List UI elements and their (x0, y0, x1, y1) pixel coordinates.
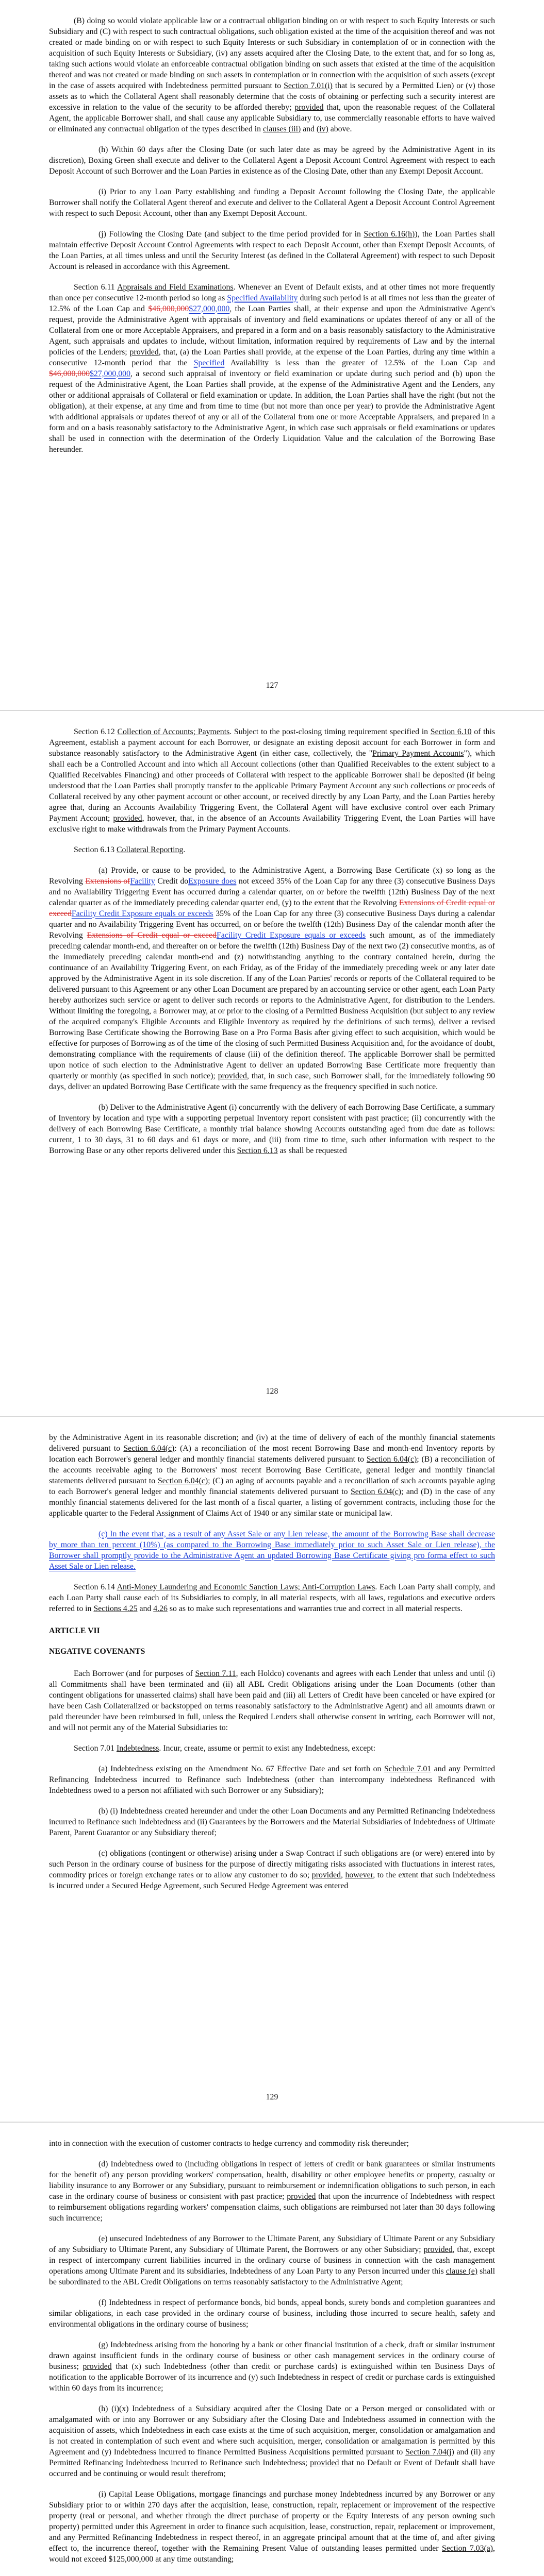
inserted-text: Specified (193, 359, 225, 367)
page-body (49, 0, 495, 455)
text-run: Credit do (155, 877, 189, 886)
text-run: (i) Prior to any Loan Party establishing and funding a Deposit Account following the Closing Date, the applicable Borrower shall notify the Collateral Agent thereof and execute and deliver to the Collateral Agent a Deposit Account Control Agreement with respect to such Deposit Account, other than any Exempt Deposit Account. (49, 188, 495, 218)
paragraph (49, 726, 495, 835)
text-run: shall be subordinated to the ABL Credit Obligations on terms reasonably satisfactory to the Administrative Agent; (49, 2267, 495, 2286)
underlined-term: provided (311, 1871, 341, 1879)
text-run: Section 7.01 (74, 1744, 117, 1753)
text-run: , each Holdco) covenants and agrees with each Lender that unless and until (i) all Commitments shall have been terminated and (ii) all ABL Credit Obligations arising under the Loan Documents (other than contingent obligations for unasserted claims) shall have been paid and (iii) all Letters of Credit have been canceled or have expired (or have been Cash Collateralized or backstopped on terms reasonably satisfactory to the Administrative Agent) and all amounts drawn or paid thereunder have been reimbursed in full, unless the Required Lenders shall otherwise consent in writing, each Borrower will not, and will not permit any of the Material Subsidiaries to: (49, 1669, 496, 1732)
underlined-term: Collateral Reporting (116, 845, 184, 854)
text-run: and any Permitted Refinancing Indebtedness incurred to Refinance such Indebtedness (other than intercompany indebtedness Refinanced with Indebtedness owed to a person not affiliated with such Borrower or any Subsidiary); (49, 1765, 495, 1795)
paragraph (49, 1668, 495, 1733)
text-run: , however, that, in the absence of an Accounts Availability Triggering Event, the Loan Parties will have exclusive right to make withdrawals from the Primary Payment Accounts. (49, 814, 496, 834)
paragraph (49, 2340, 495, 2394)
text-run: , that, (a) the Loan Parties shall provide, at the expense of the Loan Parties, during any time within a consecutive 12-month period that the (49, 348, 496, 367)
text-run: that (x) such Indebtedness (other than credit or purchase cards) is extinguished within ten Business Days of notification to the applicable Borrower of its incurrence and (y) such Indebtedness in respect of credit or purchase cards is extinguished within 60 days from its incurrence; (49, 2362, 495, 2393)
text-run: above. (328, 125, 352, 133)
text-run: Each Borrower (and for purposes of (74, 1669, 195, 1678)
underlined-term: Indebtedness (116, 1744, 159, 1753)
paragraph (49, 2138, 495, 2149)
underlined-term: Schedule 7.01 (384, 1765, 432, 1773)
inserted-text: Facility Credit Exposure equals or exceeds (216, 931, 366, 940)
text-run: , that, except in respect of intercompany current liabilities incurred in the ordinary course of business in connection with the cash management operations among Ultimate Parent and its subsidiaries, Indebtedness of any Loan Party to any Person incurred under this (49, 2245, 495, 2276)
deleted-text: $46,000,000 (49, 369, 90, 378)
text-run: ; (B) a reconciliation of the accounts receivable aging to the Borrowers' most recent Borrowing Base Certificate, general ledger and monthly financial statements delivered pursuant to (49, 1455, 495, 1485)
paragraph (49, 844, 495, 855)
underlined-term: however (345, 1871, 373, 1879)
underlined-term: provided (423, 2245, 453, 2254)
text-run: (h) Within 60 days after the Closing Date (or such later date as may be agreed by the Administrative Agent in its discretion), Boxing Green shall execute and deliver to the Collateral Agent a Deposit Account Control Agreement with respect to each Deposit Account of such Borrower and the Loan Parties in existence as of the Closing Date, other than any Exempt Deposit Account. (49, 145, 495, 176)
underlined-term: provided (287, 2192, 316, 2201)
inserted-text: $27,000,000 (189, 304, 230, 313)
underlined-term: Section 7.11 (195, 1669, 236, 1678)
underlined-term: provided (83, 2362, 112, 2371)
paragraph (49, 1743, 495, 1754)
text-run: Section 6.13 (74, 845, 117, 854)
text-run: , to the extent that such Indebtedness is incurred under a Secured Hedge Agreement, such Secured Hedge Agreement was entered (49, 1871, 495, 1890)
text-run: : (A) a reconciliation of the most recent Borrowing Base and month-end Inventory reports by location each Borrower's general ledger and monthly financial statements delivered pursuant to (49, 1444, 495, 1464)
underlined-term: 4.26 (153, 1604, 168, 1613)
paragraph (49, 1529, 495, 1572)
paragraph (49, 1764, 495, 1796)
text-run: (a) Indebtedness existing on the Amendment No. 67 Effective Date and set forth on (98, 1765, 385, 1773)
text-run: as shall be requested (277, 1146, 347, 1155)
text-run: and (137, 1604, 154, 1613)
text-run: (b) (i) Indebtedness created hereunder and under the other Loan Documents and any Permitted Refinancing Indebtedness incurred to Refinance such Indebtedness and (ii) Guarantees by the Borrowers and the Material Subsidiaries of Indebtedness of Ultimate Parent, Parent Guarantor or any Subsidiary thereof; (49, 1807, 495, 1837)
paragraph (49, 2297, 495, 2330)
text-run: . Subject to the post-closing timing requirement specified in (229, 727, 431, 736)
text-run: (g) Indebtedness arising from the honoring by a bank or other financial institution of a check, draft or similar instrument drawn against insufficient funds in the ordinary course of business or other cash management services in the ordinary course of business; (49, 2341, 495, 2371)
text-run: . Each Loan Party shall comply, and each Loan Party shall cause each of its Subsidiaries to comply, in all material respects, with all laws, regulations and executive orders referred to in (49, 1583, 496, 1613)
text-run: , that, in such case, such Borrower shall, for the immediately following 90 days, deliver an updated Borrowing Base Certificate with the same frequency as the frequency specified in such notice. (49, 1072, 496, 1091)
text-run: of this Agreement, establish a payment account for each Borrower, or designate an existing deposit account for each Borrower in form and substance reasonably satisfactory to the Administrative Agent (in either case, collectively, the " (49, 727, 495, 758)
paragraph (49, 187, 495, 219)
page-body (49, 2123, 495, 2565)
article-title: NEGATIVE COVENANTS (49, 1647, 145, 1656)
paragraph (49, 2159, 495, 2224)
underlined-term: Section 6.16(h) (364, 230, 415, 239)
paragraph (49, 1432, 495, 1519)
text-run: 35% of the Loan Cap for any three (3) consecutive Business Days during a calendar quarter and no Availability Triggering Event has occurred, on or before the twelfth (12th) Business Day of the calendar month after the Revolving (49, 909, 495, 940)
page-number: 127 (266, 681, 278, 690)
text-run: during such period is at all times not less than the greater of 12.5% of the Loan Cap and (49, 294, 495, 313)
text-run: . (183, 845, 186, 854)
underlined-term: Primary Payment Accounts (372, 749, 464, 758)
underlined-term: clause (e) (446, 2267, 477, 2276)
text-run: (j) Following the Closing Date (and subject to the time period provided for in (98, 230, 364, 239)
text-run: that, upon the reasonable request of the Collateral Agent, the applicable Borrower shall, and shall cause any applicable Subsidiary to, use commercially reasonable efforts to have waived or eliminated any contractual obligation of the types described in (49, 103, 495, 133)
text-run: . Incur, create, assume or permit to exist any Indebtedness, except: (159, 1744, 376, 1753)
text-run: , the Loan Parties shall, at their expense and upon the Administrative Agent's request, provide the Administrative Agent with appraisals of inventory and field examinations or updates thereof of any or all of the Collateral from one or more Acceptable Appraisers, and prepared in a form and on a basis reasonably satisfactory to the Administrative Agent, such appraisals and updates to include, without limitation, information required by requirements of Law and by the internal policies of the Lenders; (49, 304, 495, 357)
underlined-term: provided (129, 348, 159, 357)
paragraph (49, 282, 495, 455)
text-run: (b) Deliver to the Administrative Agent (i) concurrently with the delivery of each Borrowing Base Certificate, a summary of Inventory by location and type with a supporting perpetual Inventory report consistent with past practice; (ii) concurrently with the delivery of each Borrowing Base Certificate, a monthly trial balance showing Accounts outstanding aged from due date as follows: current, 1 to 30 days, 31 to 60 days and 61 days or more, and (iii) from time to time, such other information with respect to the Borrowing Base or any other reports delivered under this (49, 1103, 495, 1155)
underlined-term: Section 6.04(c) (350, 1487, 401, 1496)
page-128 (0, 711, 544, 1417)
text-run: and (301, 125, 317, 133)
underlined-term: Section 6.04(c) (366, 1455, 417, 1464)
paragraph (49, 1806, 495, 1838)
text-run: (c) obligations (contingent or otherwise) arising under a Swap Contract if such obligations are (or were) entered into by such Person in the ordinary course of business for the purpose of directly mitigating risks associated with fluctuations in interest rates, commodity prices or foreign exchange rates or to allow any customer to do so; (49, 1849, 495, 1879)
paragraph (49, 2489, 495, 2565)
text-run: "), which shall each be a Controlled Account and into which all Account collections (other than Qualified Receivables to the extent subject to a Qualified Receivables Financing) and other proceeds of Collateral with respect to the applicable Borrower shall be deposited (if being understood that the Loan Parties shall promptly transfer to the applicable Primary Payment Account any such collections or proceeds of Collateral received by any other payment account or other account, or received directly by any Loan Party, and the Loan Parties hereby agree that, during an Accounts Availability Triggering Event, the Collateral Agent will have exclusive control over each Primary Payment Account; (49, 749, 495, 823)
text-run: ; (C) an aging of accounts payable and a reconciliation of such accounts payable aging to each Borrower's general ledger and monthly financial statements delivered pursuant to (49, 1477, 495, 1496)
text-run: , would not exceed $125,000,000 at any time outstanding; (49, 2544, 495, 2564)
text-run: , (340, 1871, 345, 1879)
paragraph (49, 2403, 495, 2479)
text-run: Section 6.14 (74, 1583, 117, 1591)
text-run: (f) Indebtedness in respect of performance bonds, bid bonds, appeal bonds, surety bonds and completion guarantees and similar obligations, in each case provided in the ordinary course of business, including those incurred to secure health, safety and environmental obligations in the ordinary course of business; (49, 2298, 495, 2329)
text-run: Section 6.11 (74, 283, 118, 292)
page-127 (0, 0, 544, 711)
paragraph (49, 144, 495, 177)
paragraph (49, 2233, 495, 2287)
text-run: that upon the incurrence of Indebtedness with respect to reimbursement obligations regarding workers' compensation claims, such obligations are reimbursed not later than 30 days following such incurrence; (49, 2192, 495, 2223)
text-run: Availability is less than the greater of 12.5% of the Loan Cap and (224, 359, 495, 367)
inserted-text: Facility Credit Exposure equals or exceeds (71, 909, 213, 918)
underlined-term: Section 7.04(j) (405, 2448, 454, 2456)
inserted-text: Facility (130, 877, 155, 886)
page-number: 128 (266, 1387, 278, 1396)
paragraph (49, 1848, 495, 1891)
deleted-text: Extensions of Credit equal or exceed (87, 931, 217, 940)
paragraph (49, 229, 495, 272)
underlined-term: provided (218, 1072, 247, 1080)
underlined-term: Collection of Accounts; Payments (117, 727, 230, 736)
page-body (49, 1417, 495, 1891)
underlined-term: Section 7.01(i) (284, 81, 333, 90)
text-run: so as to make such representations and warranties true and correct in all material respects. (167, 1604, 463, 1613)
article-number: ARTICLE VII (49, 1626, 100, 1635)
paragraph (49, 1582, 495, 1614)
underlined-term: Section 6.04(c) (157, 1477, 208, 1485)
inserted-text: (c) In the event that, as a result of any Asset Sale or any Lien release, the amount of the Borrowing Base shall decrease by more than ten percent (10%) (as compared to the Borrowing Base immediately prior to such Asset Sale or Lien release), the Borrower shall promptly provide to the Administrative Agent an updated Borrowing Base Certificate giving pro forma effect to such Asset Sale or Lien release. (49, 1530, 495, 1571)
underlined-term: provided (310, 2459, 339, 2467)
inserted-text: $27,000,000 (89, 369, 130, 378)
text-run: (B) doing so would violate applicable law or a contractual obligation binding on or with respect to such Equity Interests or such Subsidiary and (C) with respect to such contractual obligations, such obligation existed at the time of the acquisition thereof and was not created or made binding on or with respect to such Equity Interests or such Subsidiary in contemplation of or in connection with the acquisition of such Equity Interests or Subsidiary, (iv) any assets acquired after the Closing Date, to the extent that, and for so long as, taking such actions would violate an enforceable contractual obligation binding on such assets that existed at the time of the acquisition thereof and was not created or made binding on such assets in contemplation or in connection with the acquisition of such assets (except in the case of assets acquired with Indebtedness permitted pursuant to (49, 16, 495, 90)
text-run: into in connection with the execution of customer contracts to hedge currency and commodity risk thereunder; (49, 2139, 409, 2148)
deleted-text: $46,000,000 (148, 304, 189, 313)
underlined-term: Sections 4.25 (93, 1604, 138, 1613)
page-130 (0, 2123, 544, 2576)
underlined-term: clauses (iii) (262, 125, 301, 133)
underlined-term: Section 7.03(a) (442, 2544, 493, 2553)
text-run: that no Default or Event of Default shall have occurred and be continuing or would result therefrom; (49, 2459, 495, 2478)
underlined-term: (iv) (316, 125, 328, 133)
underlined-term: Anti-Money Laundering and Economic Sanction Laws; Anti-Corruption Laws (117, 1583, 375, 1591)
paragraph (49, 1102, 495, 1156)
underlined-term: Appraisals and Field Examinations (117, 283, 234, 292)
text-run: such amount, as of the immediately preceding calendar month-end, and thereafter on or before the twelfth (12th) Business Day of the next two (2) consecutive months, as of the immediately preceding calendar month-end and (z) notwithstanding anything to the contrary contained herein, during the continuance of an Availability Triggering Event, on each Friday, as of the Friday of the immediately preceding week or any later date approved by the Administrative Agent in its sole discretion. If any of the Loan Parties' records or reports of the Collateral required to be delivered pursuant to this Agreement or any other Loan Document are prepared by an accounting service or other agent, each Loan Party hereby authorizes such service or agent to deliver such records or reports to the Administrative Agent, for distribution to the Lenders. Without limiting the foregoing, a Borrower may, at or prior to the closing of a Permitted Business Acquisition (but subject to any review of the acquired company's Eligible Accounts and Eligible Inventory as required by the definitions of such terms), deliver a revised Borrowing Base Certificate showing the Borrowing Base on a Pro Forma Basis after giving effect to such acquisition, which would be effective for purposes of Borrowing as of the time of the closing of such Permitted Business Acquisition and, for the avoidance of doubt, demonstrating compliance with the requirements of clause (iii) of the definition thereof. The applicable Borrower shall be permitted upon notice of such election to the Administrative Agent to deliver an updated Borrowing Base Certificate more frequently than quarterly or monthly (as specified in such notice); (49, 931, 496, 1080)
text-run: that is secured by a Permitted Lien) or (v) those assets as to which the Collateral Agent shall reasonably determine that the costs of obtaining or perfecting such a security interest are excessive in relation to the value of the security to be afforded thereby; (49, 81, 495, 112)
inserted-text: Specified Availability (227, 294, 298, 302)
underlined-term: Section 6.10 (430, 727, 472, 736)
text-run: , a second such appraisal of inventory or field examination or update during such period and (b) upon the request of the Administrative Agent, the Loan Parties shall provide, at the expense of the Administrative Agent and the Lenders, any other or additional appraisals of Collateral or field examination or update. In addition, the Loan Parties shall have the right (but not the obligation), at their expense, at any time and from time to time (but not more than once per year) to provide the Administrative Agent with additional appraisals or updates thereof of any or all of the Collateral from one or more Acceptable Appraisers, and prepared in a form and on a basis reasonably satisfactory to the Administrative Agent, in which case such appraisals or field examinations or updates shall be used in connection with the determination of the Orderly Liquidation Value and the calculation of the Borrowing Base hereunder. (49, 369, 495, 454)
text-run: Section 6.12 (74, 727, 118, 736)
text-run: and (ii) any Permitted Refinancing Indebtedness incurred to Refinance such Indebtedness; (49, 2448, 495, 2467)
underlined-term: Section 6.04(c) (123, 1444, 175, 1453)
deleted-text: Extensions of (85, 877, 130, 886)
article-heading (49, 1625, 495, 1657)
underlined-term: provided (113, 814, 142, 823)
underlined-term: provided (294, 103, 324, 112)
page-129 (0, 1417, 544, 2123)
deleted-text: Extensions of Credit equal or exceed (49, 899, 495, 918)
paragraph (49, 865, 495, 1092)
underlined-term: Section 6.13 (237, 1146, 278, 1155)
text-run: not exceed 35% of the Loan Cap for any three (3) consecutive Business Days and no Availability Triggering Event has occurred during a calendar quarter, on or before the twelfth (12th) Business Day of the next calendar quarter as of the immediately preceding calendar quarter end, (y) to the extent that the Revolving (49, 877, 495, 907)
text-run: (d) Indebtedness owed to (including obligations in respect of letters of credit or bank guarantees or similar instruments for the benefit of) any person providing workers' compensation, health, disability or other employee benefits or property, casualty or liability insurance to any Borrower or any Subsidiary, pursuant to reimbursement or indemnification obligations to such person, in each case in the ordinary course of business or consistent with past practice; (49, 2160, 495, 2201)
page-body (49, 711, 495, 1156)
page-number: 129 (266, 2093, 278, 2102)
inserted-text: Exposure does (188, 877, 237, 886)
text-run: (e) unsecured Indebtedness of any Borrower to the Ultimate Parent, any Subsidiary of Ultimate Parent or any Subsidiary of any Subsidiary to Ultimate Parent, any Subsidiary of Ultimate Parent, the Borrowers or any other Subsidiary; (49, 2234, 495, 2254)
text-run: . Whenever an Event of Default exists, and at other times not more frequently than once per consecutive 12-month period so long as (49, 283, 496, 302)
text-run: by the Administrative Agent in its reasonable discretion; and (iv) at the time of delivery of each of the monthly financial statements delivered pursuant to (49, 1433, 495, 1453)
paragraph (49, 15, 495, 134)
text-run: (i) Capital Lease Obligations, mortgage financings and purchase money Indebtedness incurred by any Borrower or any Subsidiary prior to or within 270 days after the acquisition, lease, construction, repair, replacement or improvement of the respective property (real or personal, and whether through the direct purchase of property or the Equity Interests of any person owning such property) permitted under this Agreement in order to finance such acquisition, lease, construction, repair, replacement or improvement, and any Permitted Refinancing Indebtedness in respect thereof, in an aggregate principal amount that at the time of, and after giving effect to, the incurrence thereof, together with the Remaining Present Value of outstanding leases permitted under (49, 2490, 495, 2553)
text-run: ; and (D) in the case of any monthly financial statements delivered for the last month of a fiscal quarter, a listing of government contracts, including those for the applicable quarter to the Federal Assignment of Claims Act of 1940 or any similar state or municipal law. (49, 1487, 495, 1518)
text-run: (h) (i)(x) Indebtedness of a Subsidiary acquired after the Closing Date or a Person merged or consolidated with or amalgamated with or into any Borrower or any Subsidiary after the Closing Date and Indebtedness assumed in connection with the acquisition of assets, which Indebtedness in each case exists at the time of such acquisition, merger, consolidation or amalgamation and is not created in contemplation of such event and where such acquisition, merger, consolidation or amalgamation is permitted by this Agreement and (y) Indebtedness incurred to finance Permitted Business Acquisitions permitted pursuant to (49, 2404, 495, 2456)
text-run: ), the Loan Parties shall maintain effective Deposit Account Control Agreements with respect to each Deposit Account, other than Exempt Deposit Accounts, of the Loan Parties, at all times unless and until the Security Interest (as defined in the Collateral Agreement) with respect to such Deposit Account is released in accordance with this Agreement. (49, 230, 495, 271)
text-run: (a) Provide, or cause to be provided, to the Administrative Agent, a Borrowing Base Certificate (x) so long as the Revolving (49, 866, 495, 886)
